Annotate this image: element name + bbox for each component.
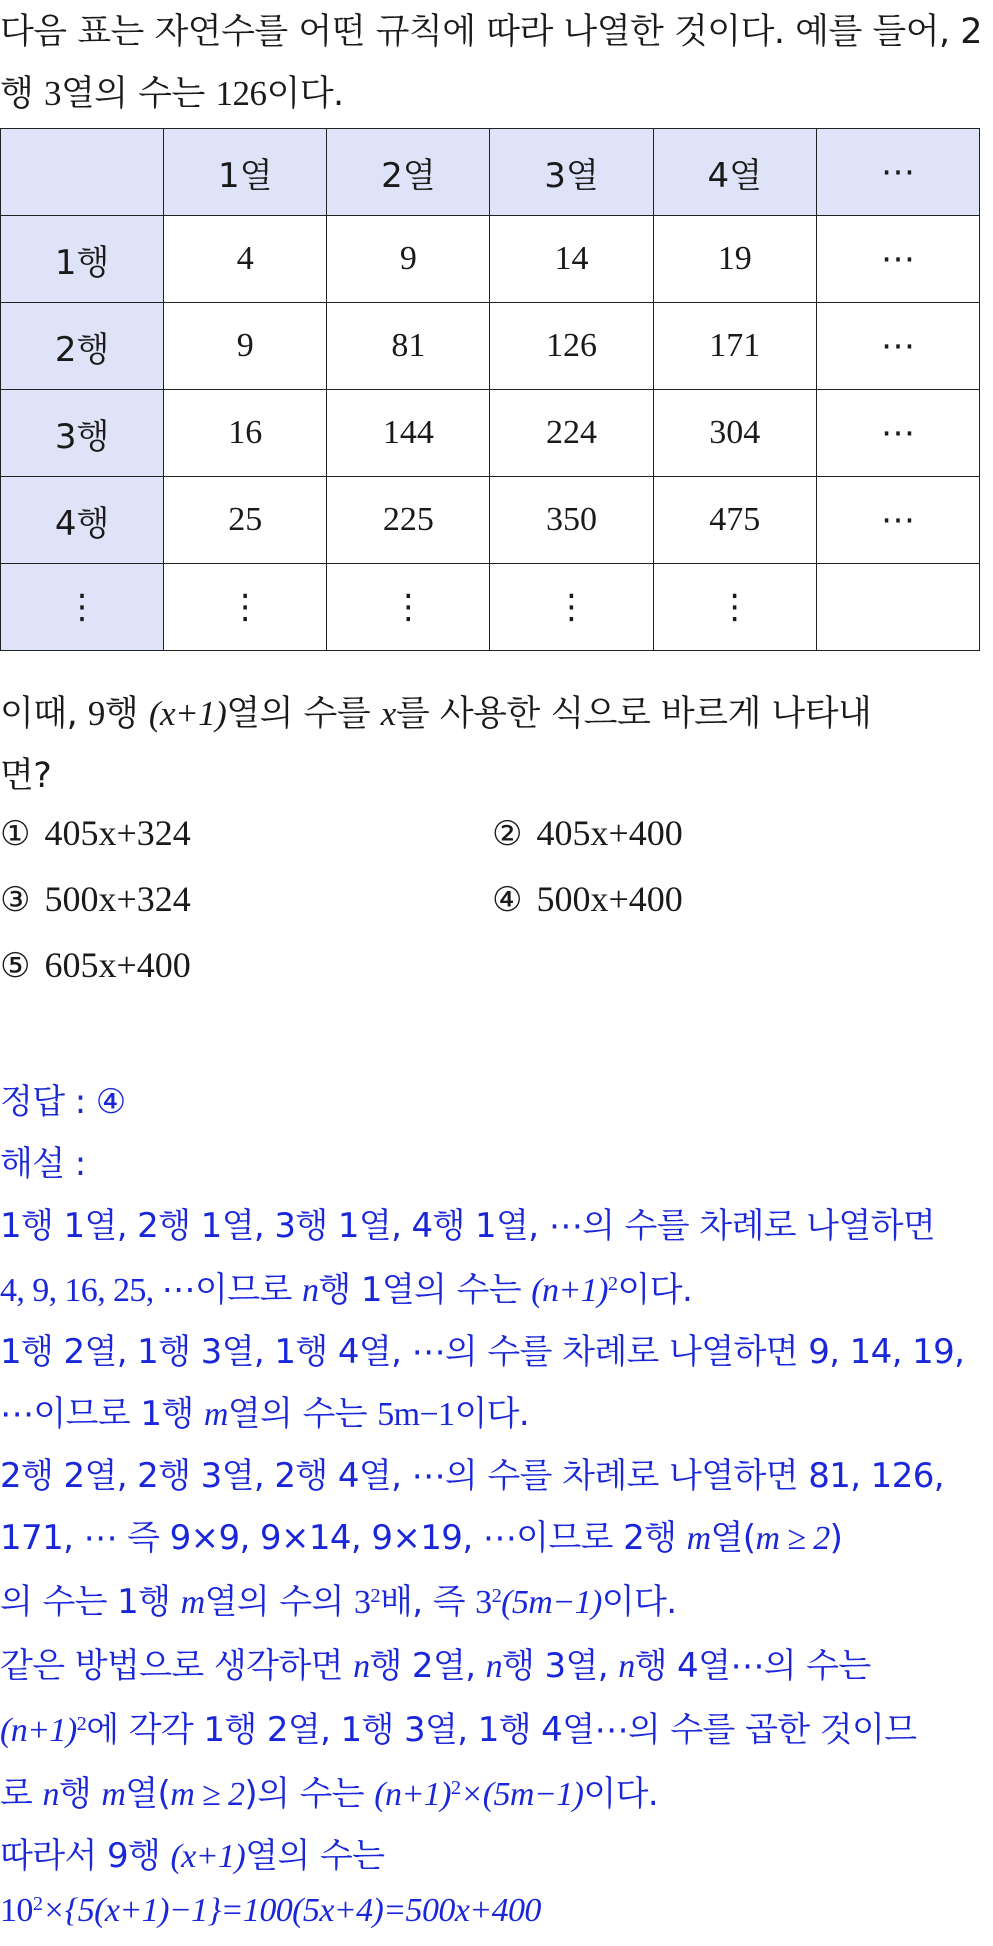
solution-text: ⋯이므로 1행: [0, 1394, 204, 1434]
solution-variable: n: [353, 1648, 370, 1685]
table-cell: 4: [164, 216, 327, 303]
question-line-1: [0, 686, 871, 736]
solution-line-9: [0, 1702, 916, 1751]
choice-expression: 500x+324: [44, 879, 191, 919]
table-cell: 171: [653, 303, 816, 390]
choice-3[interactable]: [0, 878, 191, 920]
solution-expression: (5m−1): [501, 1584, 602, 1621]
table-cell: 9: [327, 216, 490, 303]
solution-power-base: 3: [354, 1584, 371, 1621]
solution-text: 행 4열⋯의 수는: [634, 1646, 871, 1686]
solution-expression-base: (n+1): [374, 1776, 451, 1813]
table-cell: 224: [490, 390, 653, 477]
solution-expression: [374, 1776, 583, 1813]
table-cell: ⋮: [164, 564, 327, 651]
question-variable: x: [380, 694, 396, 733]
choice-1[interactable]: [0, 812, 191, 854]
solution-text: 같은 방법으로 생각하면: [0, 1646, 354, 1686]
row-header-cell: ⋮: [1, 564, 164, 651]
choice-2[interactable]: [492, 812, 683, 854]
table-header-row: [1, 129, 980, 216]
problem-text-line-1: 다음 표는 자연수를 어떤 규칙에 따라 나열한 것이다. 예를 들어, 2: [0, 12, 983, 52]
solution-text: 열(: [710, 1518, 756, 1558]
solution-text: ): [829, 1518, 843, 1558]
solution-text: 로: [0, 1774, 43, 1814]
row-header-cell: 2행: [1, 303, 164, 390]
solution-expression-base: (n+1): [531, 1272, 608, 1309]
table-cell: 350: [490, 477, 653, 564]
solution-variable: n: [42, 1776, 59, 1813]
solution-text: 열의 수의: [204, 1582, 355, 1622]
table-cell: 16: [164, 390, 327, 477]
solution-condition: m ≥ 2: [170, 1776, 245, 1813]
solution-variable: n: [301, 1272, 319, 1309]
table-row: [1, 390, 980, 477]
table-header-cell: [1, 129, 164, 216]
question-text: 행: [104, 694, 149, 734]
choice-5[interactable]: [0, 944, 191, 986]
solution-text: 이다.: [601, 1582, 677, 1622]
table-header-cell: 3열: [490, 129, 653, 216]
solution-condition: m ≥ 2: [755, 1520, 830, 1557]
question-text: 이때,: [0, 694, 88, 734]
solution-text: 행 2열,: [369, 1646, 486, 1686]
table-cell: 304: [653, 390, 816, 477]
table-cell: 225: [327, 477, 490, 564]
solution-line-1: 1행 1열, 2행 1열, 3행 1열, 4행 1열, ⋯의 수를 차례로 나열하면: [0, 1206, 936, 1246]
solution-power-base: 3: [475, 1584, 492, 1621]
solution-text: 열의 수는: [227, 1394, 378, 1434]
solution-variable: m: [203, 1396, 228, 1433]
solution-variable: m: [180, 1584, 205, 1621]
solution-final-expression: ×{5(x+1)−1}=100(5x+4)=500x+400: [42, 1892, 541, 1929]
solution-text: 이므로: [195, 1270, 302, 1310]
choice-number: ②: [492, 814, 523, 854]
solution-expression: (x+1): [170, 1838, 246, 1875]
problem-text-line-2: [0, 66, 344, 116]
table-cell: 14: [490, 216, 653, 303]
table-header-cell: ⋯: [816, 129, 979, 216]
solution-exponent: 2: [32, 1892, 43, 1915]
solution-variable: n: [485, 1648, 503, 1685]
solution-line-3: 1행 2열, 1행 3열, 1행 4열, ⋯의 수를 차례로 나열하면 9, 14, 19,: [0, 1332, 965, 1372]
solution-line-4: [0, 1386, 529, 1435]
question-expression: (x+1): [148, 694, 227, 733]
choice-number: ④: [492, 880, 523, 920]
question-text: 를 사용한 식으로 바르게 나타내: [395, 694, 872, 734]
table-cell: 81: [327, 303, 490, 390]
table-cell: ⋮: [490, 564, 653, 651]
problem-text: 이다.: [266, 74, 344, 114]
table-cell: 475: [653, 477, 816, 564]
solution-expression-base: (n+1): [0, 1712, 77, 1749]
solution-power: [354, 1584, 380, 1621]
solution-text: 에 각각 1행 2열, 1행 3열, 1행 4열⋯의 수를 곱한 것이므: [86, 1710, 917, 1750]
solution-expression: [0, 1712, 86, 1749]
solution-line-10: [0, 1766, 658, 1815]
row-header-cell: 3행: [1, 390, 164, 477]
solution-text: )의 수는: [244, 1774, 375, 1814]
solution-text: 이다.: [617, 1270, 693, 1310]
solution-power-base: 10: [0, 1892, 33, 1929]
solution-line-5: 2행 2열, 2행 3열, 2행 4열, ⋯의 수를 차례로 나열하면 81, 126,: [0, 1456, 944, 1496]
choice-expression: 405x+400: [536, 813, 683, 853]
solution-text: 행 1열의 수는: [318, 1270, 532, 1310]
table-cell: ⋯: [816, 303, 979, 390]
choice-expression: 405x+324: [44, 813, 191, 853]
number-table: [0, 128, 980, 651]
table-header-cell: 1열: [164, 129, 327, 216]
table-row: [1, 216, 980, 303]
solution-text: 이다.: [583, 1774, 659, 1814]
table-cell: 19: [653, 216, 816, 303]
table-header-cell: 4열: [653, 129, 816, 216]
solution-exponent: 2: [450, 1776, 461, 1799]
solution-text: 따라서 9행: [0, 1836, 171, 1876]
solution-power: [475, 1584, 602, 1621]
problem-number: 3: [43, 74, 61, 113]
problem-text: 행: [0, 74, 44, 114]
solution-final-equation: [0, 1892, 541, 1930]
table-cell: ⋮: [327, 564, 490, 651]
solution-exponent: 2: [370, 1584, 381, 1607]
choice-number: ①: [0, 814, 31, 854]
choice-4[interactable]: [492, 878, 683, 920]
solution-line-8: [0, 1638, 871, 1687]
solution-text: 이다.: [454, 1394, 530, 1434]
choice-number: ⑤: [0, 946, 31, 986]
table-cell: 126: [490, 303, 653, 390]
solution-line-2: [0, 1262, 692, 1311]
solution-text: 171, ⋯ 즉 9×9, 9×14, 9×19, ⋯이므로 2행: [0, 1518, 687, 1558]
question-text: 열의 수를: [226, 694, 381, 734]
table-cell: ⋯: [816, 390, 979, 477]
table-cell: 9: [164, 303, 327, 390]
row-header-cell: 4행: [1, 477, 164, 564]
solution-text: 열(: [125, 1774, 171, 1814]
choice-expression: 500x+400: [536, 879, 683, 919]
solution-line-6: [0, 1510, 842, 1559]
solution-expression: [531, 1272, 617, 1309]
table-cell: [816, 564, 979, 651]
solution-line-11: [0, 1828, 384, 1877]
row-header-cell: 1행: [1, 216, 164, 303]
table-cell: 144: [327, 390, 490, 477]
solution-line-7: [0, 1574, 676, 1623]
table-row: [1, 564, 980, 651]
table-row: [1, 477, 980, 564]
solution-text: 의 수는 1행: [0, 1582, 181, 1622]
solution-expression: 5m−1: [377, 1396, 455, 1433]
solution-exponent: 2: [607, 1272, 618, 1295]
choice-number: ③: [0, 880, 31, 920]
solution-exponent: 2: [491, 1584, 502, 1607]
solution-text: 열의 수는: [245, 1836, 385, 1876]
question-line-2: 면?: [0, 756, 52, 796]
solution-sequence: 4, 9, 16, 25, ⋯: [0, 1272, 196, 1309]
solution-text: 배, 즉: [380, 1582, 476, 1622]
solution-variable: n: [618, 1648, 635, 1685]
table-cell: ⋮: [653, 564, 816, 651]
solution-variable: m: [101, 1776, 126, 1813]
table-row: [1, 303, 980, 390]
solution-text: 행: [58, 1774, 102, 1814]
explanation-label: 해설 :: [0, 1144, 86, 1184]
choice-expression: 605x+400: [44, 945, 191, 985]
table-cell: ⋯: [816, 216, 979, 303]
table-header-cell: 2열: [327, 129, 490, 216]
question-number: 9: [87, 694, 105, 733]
solution-exponent: 2: [76, 1712, 87, 1735]
solution-variable: m: [686, 1520, 711, 1557]
table-cell: 25: [164, 477, 327, 564]
table-cell: ⋯: [816, 477, 979, 564]
answer-label: 정답 : ④: [0, 1082, 126, 1122]
problem-text: 열의 수는: [60, 74, 216, 114]
solution-text: 행 3열,: [502, 1646, 619, 1686]
problem-value: 126: [215, 74, 267, 113]
solution-expression: ×(5m−1): [460, 1776, 584, 1813]
